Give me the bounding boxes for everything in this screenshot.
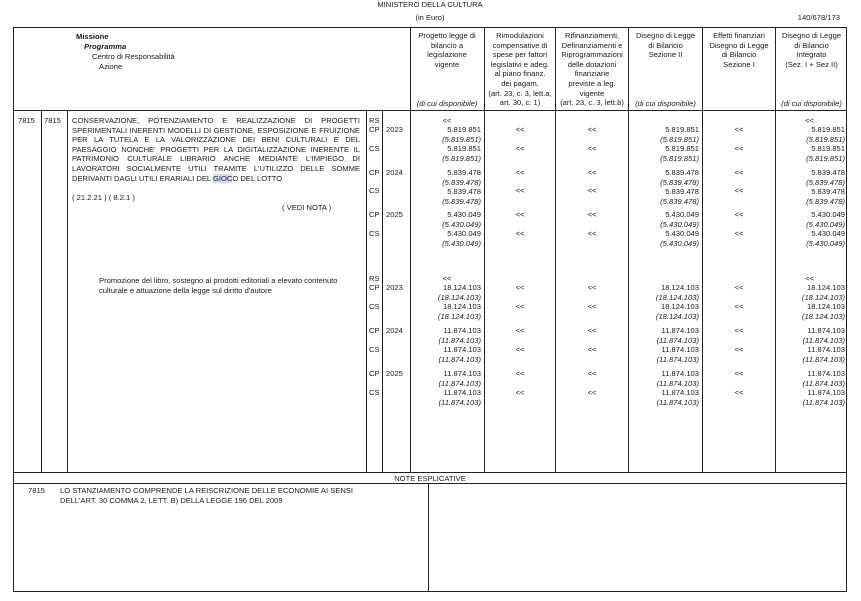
value-cell: 18.124.103 (18.124.103) 18.124.103 (18.124.103)	[801, 283, 845, 321]
nil-mark: <<	[515, 229, 525, 238]
nil-mark: <<	[515, 369, 525, 378]
cs-label: CS	[369, 186, 380, 195]
nil-mark: <<	[587, 168, 597, 177]
value-cell: 11.874.103 (11.874.103) 11.874.103 (11.874.103)	[656, 369, 699, 407]
nil-mark: <<	[587, 229, 597, 238]
value-cell: 18.124.103 (18.124.103) 18.124.103 (18.124.103)	[437, 283, 481, 321]
value-cell: 11.874.103 (11.874.103) 11.874.103 (11.874.103)	[438, 369, 481, 407]
nil-mark: <<	[587, 144, 597, 153]
value-cell: 11.874.103 (11.874.103) 11.874.103 (11.874.103)	[438, 326, 481, 364]
cs-label: CS	[369, 144, 380, 153]
rs-label: RS	[369, 274, 380, 283]
disp-note-c1: (di cui disponibile)	[416, 99, 478, 108]
col-header-progetto: Progetto legge di bilancio a legislazione vigente	[418, 31, 476, 69]
col-header-integrato: Disegno di Legge di Bilancio Integrato (Sez. I + Sez II)	[781, 31, 842, 69]
nil-mark: <<	[734, 345, 744, 354]
col-header-sezione-ii: Disegno di Legge di Bilancio Sezione II	[635, 31, 696, 60]
value-cell: 18.124.103 (18.124.103) 18.124.103 (18.124.103)	[655, 283, 699, 321]
cp-label: CP	[369, 125, 380, 134]
rs-label: RS	[369, 116, 380, 125]
nil-mark: <<	[587, 369, 597, 378]
nil-mark: <<	[734, 302, 744, 311]
rs-value: <<	[805, 116, 814, 125]
nil-mark: <<	[734, 369, 744, 378]
cs-label: CS	[369, 229, 380, 238]
value-cell: 5.430.049 (5.430.049) 5.430.049 (5.430.049)	[660, 210, 699, 248]
missione-label: Missione	[76, 32, 109, 41]
value-cell: 5.430.049 (5.430.049) 5.430.049 (5.430.049)	[442, 210, 481, 248]
value-cell: 5.819.851 (5.819.851) 5.819.851 (5.819.851)	[442, 125, 481, 163]
value-cell: 11.874.103 (11.874.103) 11.874.103 (11.874.103)	[802, 369, 845, 407]
nil-mark: <<	[515, 326, 525, 335]
value-cell: 5.819.851 (5.819.851) 5.819.851 (5.819.851)	[806, 125, 845, 163]
nil-mark: <<	[515, 125, 525, 134]
rs-value: <<	[805, 274, 814, 283]
rs-value: <<	[442, 274, 452, 283]
nil-mark: <<	[734, 229, 744, 238]
page-reference: 140/678/173	[797, 13, 840, 22]
cs-label: CS	[369, 302, 380, 311]
notes-heading: NOTE ESPLICATIVE	[394, 474, 466, 483]
nil-mark: <<	[515, 302, 525, 311]
value-cell: 5.430.049 (5.430.049) 5.430.049 (5.430.049)	[806, 210, 845, 248]
value-cell: 5.839.478 (5.839.478) 5.839.478 (5.839.478)	[660, 168, 699, 206]
year-label: 2025	[386, 210, 403, 219]
nil-mark: <<	[587, 283, 597, 292]
note-text: LO STANZIAMENTO COMPRENDE LA REISCRIZIONE DELLE ECONOMIE AI SENSI DELL'ART. 30 COMMA 2, LETT. B) DELLA LEGGE 196 DEL 2009	[60, 486, 353, 505]
nil-mark: <<	[734, 186, 744, 195]
chapter-sub-code: 7815	[44, 116, 61, 125]
nil-mark: <<	[587, 186, 597, 195]
cs-label: CS	[369, 345, 380, 354]
nil-mark: <<	[734, 210, 744, 219]
nil-mark: <<	[734, 168, 744, 177]
chapter-code: 7815	[18, 116, 35, 125]
value-cell: 11.874.103 (11.874.103) 11.874.103 (11.874.103)	[802, 326, 845, 364]
nil-mark: <<	[734, 326, 744, 335]
nil-mark: <<	[515, 283, 525, 292]
cp-label: CP	[369, 369, 380, 378]
ministry-title: MINISTERO DELLA CULTURA	[377, 0, 483, 9]
nil-mark: <<	[734, 144, 744, 153]
nil-mark: <<	[734, 388, 744, 397]
year-label: 2024	[386, 168, 403, 177]
nil-mark: <<	[587, 326, 597, 335]
disp-note-c4: (di cui disponibile)	[635, 99, 696, 108]
year-label: 2023	[386, 283, 403, 292]
nil-mark: <<	[515, 168, 525, 177]
nil-mark: <<	[515, 210, 525, 219]
rs-value: <<	[442, 116, 452, 125]
year-label: 2023	[386, 125, 403, 134]
nil-mark: <<	[515, 388, 525, 397]
value-cell: 5.839.478 (5.839.478) 5.839.478 (5.839.478)	[806, 168, 845, 206]
value-cell: 11.874.103 (11.874.103) 11.874.103 (11.874.103)	[656, 326, 699, 364]
nil-mark: <<	[587, 302, 597, 311]
nil-mark: <<	[515, 144, 525, 153]
nil-mark: <<	[734, 283, 744, 292]
nil-mark: <<	[734, 125, 744, 134]
action-description: Promozione del libro, sostegno ai prodotti editoriali a elevato contenuto culturale e attuazione della legge sul diritto d'autore	[99, 276, 338, 295]
nil-mark: <<	[587, 388, 597, 397]
nil-mark: <<	[587, 210, 597, 219]
value-cell: 5.819.851 (5.819.851) 5.819.851 (5.819.851)	[660, 125, 699, 163]
chapter-title: CONSERVAZIONE, POTENZIAMENTO E REALIZZAZIONE DI PROGETTI SPERIMENTALI INERENTI MODELLI DI GESTIONE, ESPOSIZIONE E FRUIZIONE PER LA TUTELA E LA VALORIZZAZIONE DEI BENI CULTURALI E DEL PAESAGGIO NONCHE' PROGETTI PER LA DIGITALIZZAZIONE INERENTE IL PATRIMONIO CULTURALE LIBRARIO ANCHE MEDIANTE L'IMPIEGO DI LAVORATORI SOCIALMENTE UTILI TRAMITE L'UTILIZZO DELLE SOMME DERIVANTI DAGLI UTILI ERARIALI DEL GIOCO DEL LOTTO	[72, 116, 360, 183]
cs-label: CS	[369, 388, 380, 397]
chapter-codes: ( 21.2.21 ) ( 8.2.1 )	[72, 193, 135, 202]
nil-mark: <<	[515, 345, 525, 354]
year-label: 2024	[386, 326, 403, 335]
unit-label: (in Euro)	[415, 13, 445, 22]
nil-mark: <<	[587, 345, 597, 354]
col-header-rimodulazioni: Rimodulazioni compensative di spese per fattori legislativi e adeg. al piano finanz. dei pagam. (art. 23, c. 3, lett.a; art. 30, c. 1)	[488, 31, 552, 108]
nil-mark: <<	[515, 186, 525, 195]
cp-label: CP	[369, 283, 380, 292]
highlighted-text: GIOC	[212, 173, 233, 183]
azione-label: Azione	[99, 62, 123, 71]
nil-mark: <<	[587, 125, 597, 134]
col-header-sezione-i: Effetti finanziari Disegno di Legge di Bilancio Sezione I	[709, 31, 769, 69]
centro-label: Centro di Responsabilità	[92, 52, 175, 61]
cp-label: CP	[369, 210, 380, 219]
cp-label: CP	[369, 326, 380, 335]
cp-label: CP	[369, 168, 380, 177]
year-label: 2025	[386, 369, 403, 378]
vedi-nota: ( VEDI NOTA )	[282, 203, 332, 212]
disp-note-c6: (di cui disponibile)	[781, 99, 842, 108]
col-header-rifinanziamenti: Rifinanziamenti, Definanziamenti e Riprogrammazioni delle dotazioni finanziarie previste a leg. vigente (art. 23, c. 3, lett.b)	[560, 31, 624, 108]
value-cell: 5.839.478 (5.839.478) 5.839.478 (5.839.478)	[442, 168, 481, 206]
programma-label: Programma	[84, 42, 127, 51]
note-code: 7815	[28, 486, 45, 495]
